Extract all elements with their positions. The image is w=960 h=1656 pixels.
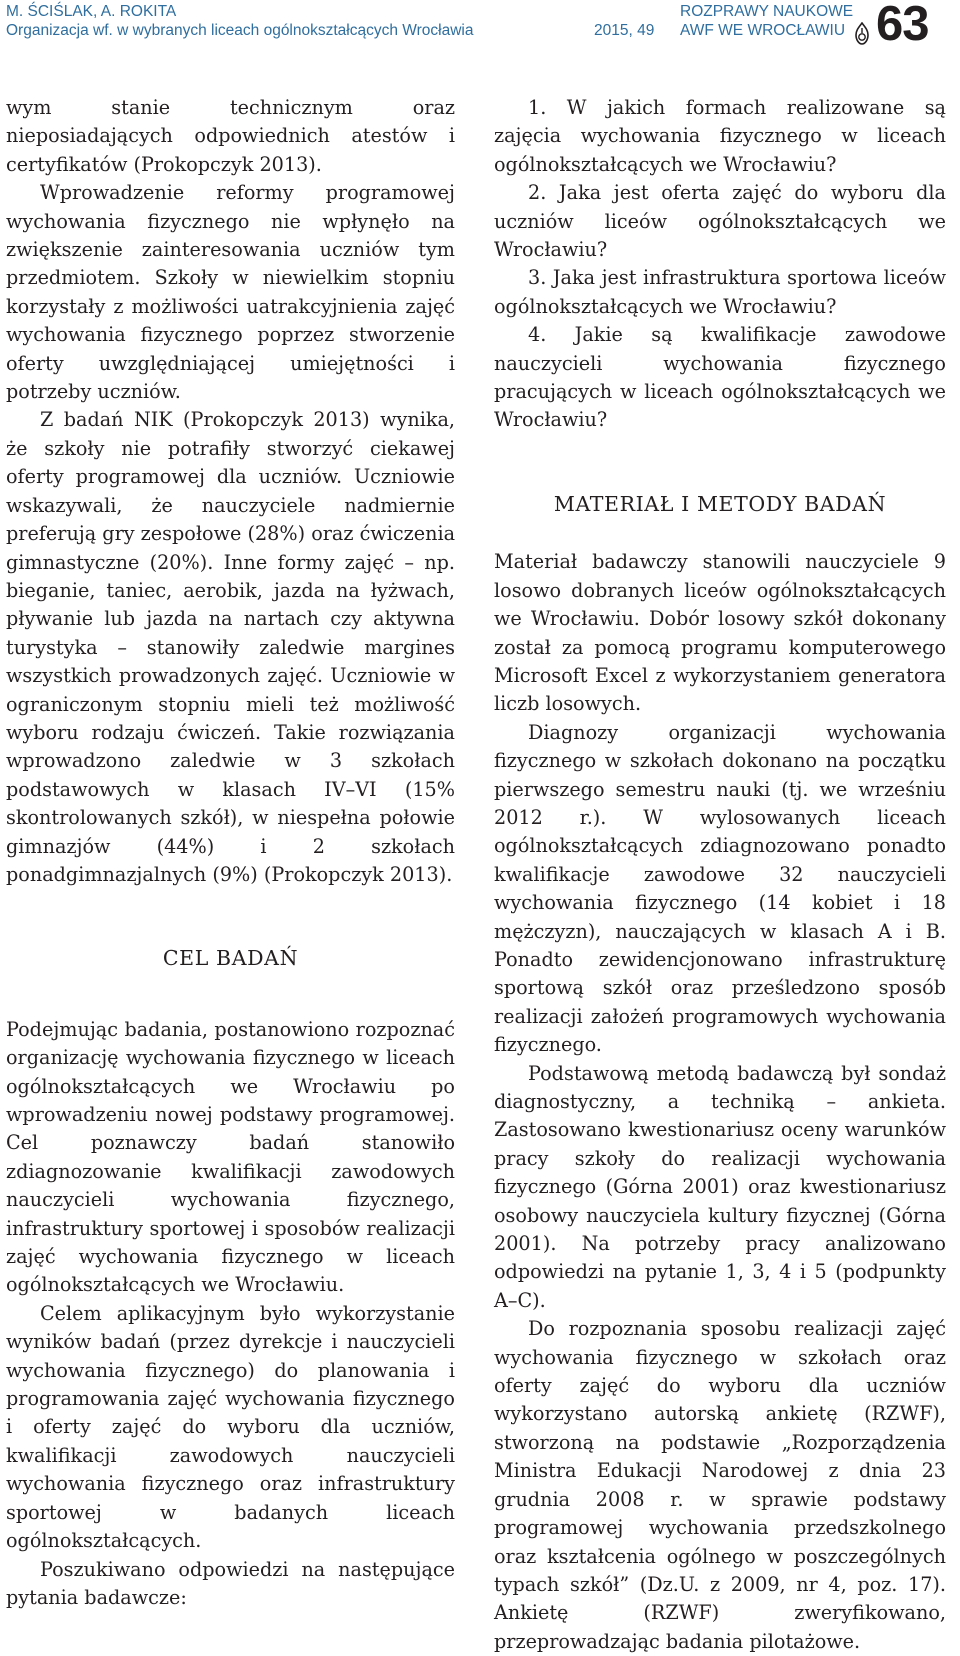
research-question: 1. W jakich formach realizowane są zajęcia wychowania fizycznego w liceach ogólnokształcących we Wrocławiu?	[494, 96, 946, 176]
left-column	[6, 94, 455, 1612]
running-header	[0, 0, 960, 52]
page-number: 63	[876, 0, 929, 51]
section-heading-cel-badan: CEL BADAŃ	[162, 946, 299, 971]
header-journal-line1: ROZPRAWY NAUKOWE	[680, 3, 854, 20]
paragraph: Z badań NIK (Prokopczyk 2013) wynika, że szkoły nie potrafiły stworzyć ciekawej oferty programowej dla uczniów. Uczniowie wskazywali, że nauczyciele nadmiernie preferują gry zespołowe (28%) oraz ćwiczenia gimnastyczne (20%). Inne formy zajęć – np. bieganie, taniec, aerobik, jazda na łyżwach, pływanie lub jazda na nartach czy aktywna turystyka – stanowiły zaledwie margines wszystkich prowadzonych zajęć. Uczniowie w ograniczonym stopniu mieli też możliwość wyboru rodzaju ćwiczeń. Takie rozwiązania wprowadzono zaledwie w 3 szkołach podstawowych w klasach IV–VI (15% skontrolowanych szkół), w niespełna połowie gimnazjów (44%) i 2 szkołach ponadgimnazjalnych (9%) (Prokopczyk 2013).	[6, 408, 456, 886]
paragraph: Podstawową metodą badawczą był sondaż diagnostyczny, a techniką – ankieta. Zastosowano kwestionariusz oceny warunków pracy szkoły do realizacji wychowania fizycznego (Górna 2001) oraz kwestionariusz osobowy nauczyciela kultury fizycznej (Górna 2001). Na potrzeby pracy analizowano odpowiedzi na pytanie 1, 3, 4 i 5 (podpunkty A–C).	[494, 1061, 946, 1312]
paragraph: wym stanie technicznym oraz nieposiadających odpowiednich atestów i certyfikatów (Prokopczyk 2013).	[6, 96, 455, 176]
section-heading-material-i-metody: MATERIAŁ I METODY BADAŃ	[553, 491, 887, 516]
paragraph: Podejmując badania, postanowiono rozpoznać organizację wychowania fizycznego w liceach ogólnokształcących we Wrocławiu po wprowadzeniu nowej podstawy programowej. Cel poznawczy badań stanowiło zdiagnozowanie kwalifikacji zawodowych nauczycieli wychowania fizycznego, infrastruktury sportowej i sposobów realizacji zajęć wychowania fizycznego w liceach ogólnokształcących we Wrocławiu.	[6, 1017, 455, 1297]
header-authors: M. ŚCIŚLAK, A. ROKITA	[6, 3, 177, 20]
header-left	[6, 2, 474, 40]
header-issue: 2015, 49	[594, 22, 655, 39]
header-article-title: Organizacja wf. w wybranych liceach ogólnokształcących Wrocławia	[6, 22, 474, 39]
paragraph: Celem aplikacyjnym było wykorzystanie wyników badań (przez dyrekcje i nauczycieli wychowania fizycznego) do planowania i programowania zajęć wychowania fizycznego i oferty zajęć do wyboru dla uczniów, kwalifikacji zawodowych nauczycieli wychowania fizycznego oraz infrastruktury sportowej w badanych liceach ogólnokształcących.	[6, 1301, 455, 1553]
research-question: 2. Jaka jest oferta zajęć do wyboru dla uczniów liceów ogólnokształcących we Wrocławiu?	[494, 181, 946, 262]
research-question: 4. Jakie są kwalifikacje zawodowe nauczycieli wychowania fizycznego pracujących w liceach ogólnokształcących we Wrocławiu?	[494, 323, 946, 432]
paragraph: Wprowadzenie reformy programowej wychowania fizycznego nie wpłynęło na zwiększenie zainteresowania uczniów tym przedmiotem. Szkoły w niewielkim stopniu korzystały z możliwości uatrakcyjnienia zajęć wychowania fizycznego poprzez stworzenie oferty uwzględniającej umiejętności i potrzeby uczniów.	[6, 181, 455, 404]
header-journal-line2: AWF WE WROCŁAWIU	[680, 22, 846, 39]
paragraph: Materiał badawczy stanowili nauczyciele 9 losowo dobranych liceów ogólnokształcących we Wrocławiu. Dobór losowy szkół dokonany został za pomocą programu komputerowego Microsoft Excel z wykorzystaniem generatora liczb losowych.	[494, 550, 946, 716]
right-column	[494, 94, 946, 1656]
research-question: 3. Jaka jest infrastruktura sportowa liceów ogólnokształcących we Wrocławiu?	[494, 266, 946, 318]
paragraph: Do rozpoznania sposobu realizacji zajęć wychowania fizycznego w szkołach oraz oferty zajęć do wyboru dla uczniów wykorzystano autorską ankietę (RZWF), stworzoną na podstawie „Rozporządzenia Ministra Edukacji Narodowej z dnia 23 grudnia 2008 r. w sprawie podstawy programowej wychowania przedszkolnego oraz kształcenia ogólnego w poszczególnych typach szkół” (Dz.U. z 2009, nr 4, poz. 17). Ankietę (RZWF) zweryfikowano, przeprowadzając badania pilotażowe.	[494, 1317, 946, 1653]
awf-logo-icon	[852, 22, 872, 46]
paragraph: Poszukiwano odpowiedzi na następujące pytania badawcze:	[6, 1557, 455, 1609]
header-journal	[680, 2, 860, 40]
paragraph: Diagnozy organizacji wychowania fizycznego w szkołach dokonano na początku pierwszego semestru nauki (tj. we wrześniu 2012 r.). W wylosowanych liceach ogólnokształcących zdiagnozowano ponadto kwalifikacje zawodowe 32 nauczycieli wychowania fizycznego (14 kobiet i 18 mężczyzn), nauczających w klasach A i B. Ponadto zewidencjonowano infrastrukturę sportową szkół oraz prześledzono sposób realizacji założeń programowych wychowania fizycznego.	[494, 720, 946, 1057]
